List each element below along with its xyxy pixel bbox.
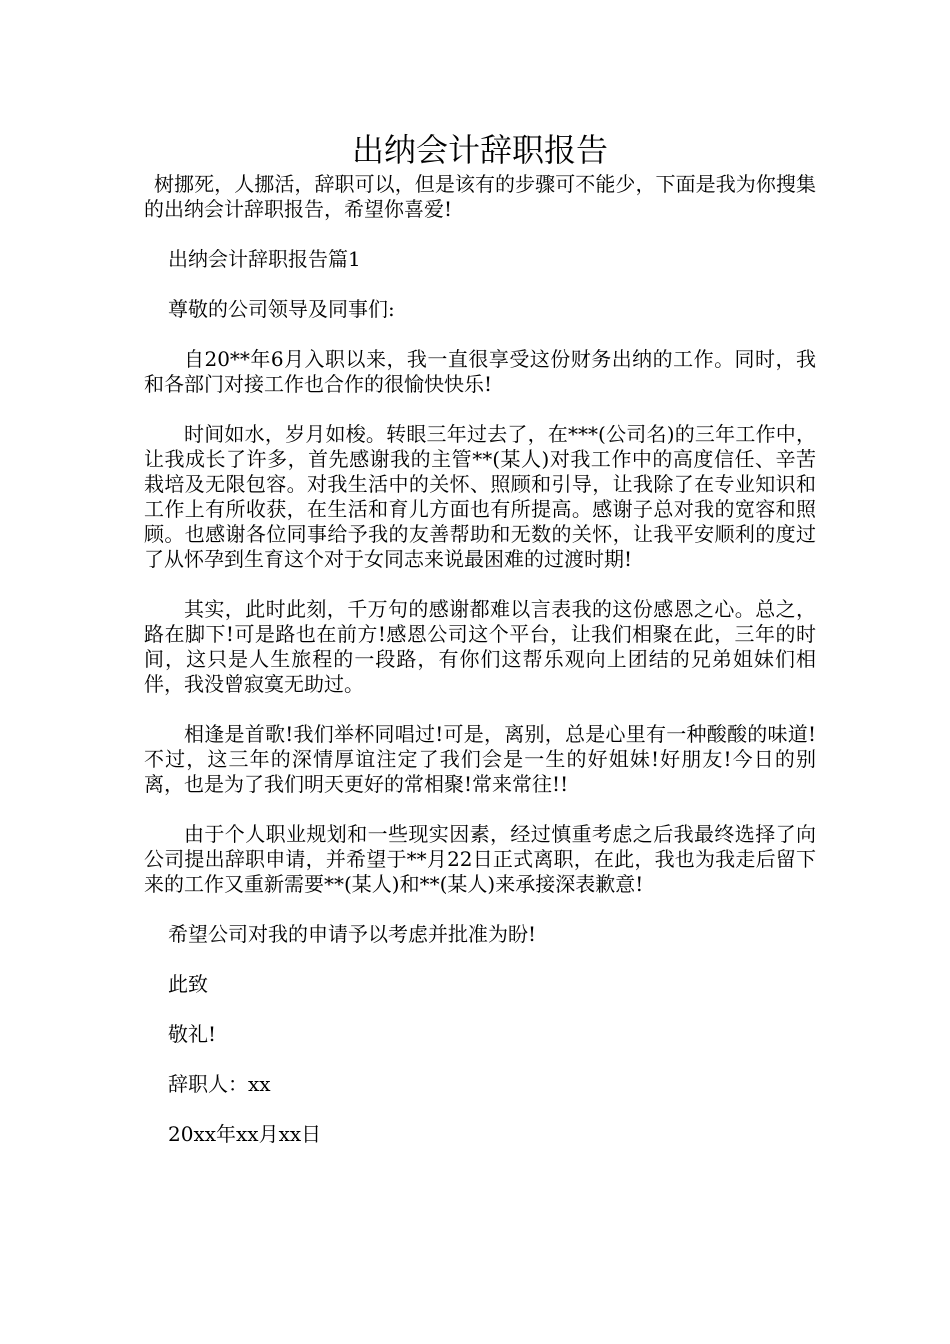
date-line: 20xx年xx月xx日 [168, 1122, 322, 1146]
signer-line: 辞职人：xx [168, 1072, 271, 1096]
body-paragraph-5: 由于个人职业规划和一些现实因素，经过慎重考虑之后我最终选择了向公司提出辞职申请，并希望于**月22日正式离职，在此，我也为我走后留下来的工作又重新需要**(某人)和**(某人)来承接深表歉意! [144, 822, 816, 896]
intro-paragraph: 树挪死，人挪活，辞职可以，但是该有的步骤可不能少，下面是我为你搜集的出纳会计辞职报告，希望你喜爱! [144, 172, 816, 221]
request-paragraph: 希望公司对我的申请予以考虑并批准为盼! [168, 922, 537, 946]
section-heading: 出纳会计辞职报告篇1 [168, 247, 361, 271]
body-paragraph-1: 自20**年6月入职以来，我一直很享受这份财务出纳的工作。同时，我和各部门对接工作也合作的很愉快快乐! [144, 347, 816, 396]
closing-line-2: 敬礼! [168, 1022, 217, 1046]
document-title: 出纳会计辞职报告 [351, 131, 608, 169]
body-paragraph-2: 时间如水，岁月如梭。转眼三年过去了，在***(公司名)的三年工作中，让我成长了许多，首先感谢我的主管**(某人)对我工作中的高度信任、辛苦栽培及无限包容。对我生活中的关怀、照顾和引导，让我除了在专业知识和工作上有所收获，在生活和育儿方面也有所提高。感谢子总对我的宽容和照顾。也感谢各位同事给予我的友善帮助和无数的关怀，让我平安顺利的度过了从怀孕到生育这个对于女同志来说最困难的过渡时期! [144, 422, 816, 571]
document-page [144, 128, 816, 1172]
body-paragraph-4: 相逢是首歌!我们举杯同唱过!可是，离别，总是心里有一种酸酸的味道!不过，这三年的深情厚谊注定了我们会是一生的好姐妹!好朋友!今日的别离，也是为了我们明天更好的常相聚!常来常往!! [144, 722, 816, 796]
closing-line-1: 此致 [168, 972, 208, 996]
body-paragraph-3: 其实，此时此刻，千万句的感谢都难以言表我的这份感恩之心。总之，路在脚下!可是路也在前方!感恩公司这个平台，让我们相聚在此，三年的时间，这只是人生旅程的一段路，有你们这帮乐观向上团结的兄弟姐妹们相伴，我没曾寂寞无助过。 [144, 597, 816, 696]
salutation: 尊敬的公司领导及同事们: [168, 297, 395, 321]
